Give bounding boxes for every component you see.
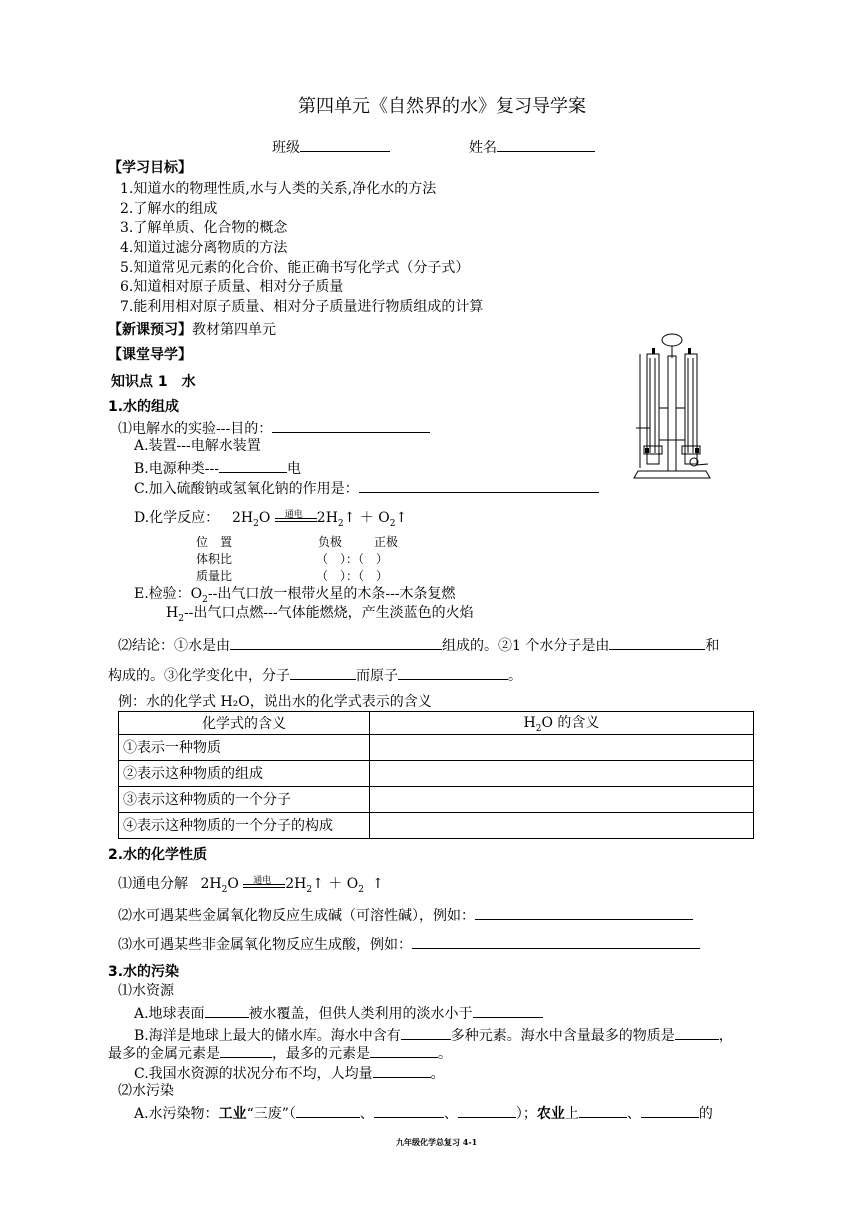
molecule-change-blank[interactable] [290,665,356,680]
volume-ratio-label: 体积比 [196,552,233,566]
section-1-heading: 1.水的组成 [108,399,180,415]
table-row [119,812,754,838]
s1-b [134,458,301,478]
negative-label: 负极 [318,535,343,549]
goal-item: 2.了解水的组成 [120,201,218,217]
eq-condition: 通电 [284,510,303,520]
table-cell: ③表示这种物质的一个分子 [119,786,370,812]
s3-b2-text3: 。 [438,1046,452,1062]
answer-cell[interactable] [370,734,754,760]
eq2-lhs-b: O [227,876,239,892]
equation-1 [232,510,407,530]
eq-rhs-b: ↑ ＋ O [343,510,390,526]
eq-rhs [316,510,408,529]
answer-cell[interactable] [370,760,754,786]
class-field [272,137,390,157]
name-blank[interactable] [497,137,595,152]
mass-ratio-label: 质量比 [196,569,233,583]
pa-b: 工业 [218,1106,247,1122]
s2-line-2 [118,905,693,925]
eq-lhs [232,510,271,529]
s3-c-text: C.我国水资源的状况分布不均，人均量 [134,1066,373,1082]
s2-line-3 [118,934,700,954]
name-label: 姓名 [469,140,497,156]
eq-lhs-sub: 2 [253,518,259,529]
table-cell: ①表示一种物质 [119,734,370,760]
concl-a: ⑵结论：①水是由 [118,638,230,654]
table-row [119,786,754,812]
table-row [119,760,754,786]
goal-item: 5.知道常见元素的化合价、能正确书写化学式（分子式） [120,260,470,276]
conclusion-line-1 [118,635,719,655]
s2-l2-text: ⑵水可遇某些金属氧化物反应生成碱（可溶性碱），例如： [118,908,475,924]
s1-c-text: C.加入硫酸钠或氢氧化钠的作用是： [134,481,359,497]
s2-l3-text: ⑶水可遇某些非金属氧化物反应生成酸，例如： [118,937,412,953]
s1-e-2 [166,605,474,625]
s3-b2-text: 最多的金属元素是 [108,1046,220,1062]
pa-c: “三废”（ [246,1106,296,1122]
s3-sub-1: ⑴水资源 [118,983,174,999]
eq-lhs-b: O [258,510,271,526]
concl-c: 和 [705,638,720,654]
freshwater-blank[interactable] [473,1003,543,1018]
answer-cell[interactable] [370,786,754,812]
s1-b-suffix: 电 [286,461,301,477]
atom-change-blank[interactable] [398,665,508,680]
section-2-heading: 2.水的化学性质 [108,847,208,863]
s3-a [134,1003,543,1023]
conclusion-line-2 [108,665,522,685]
equation-2 [200,876,384,895]
mass-ratio-blanks[interactable]: （ ）：（ ） [316,569,389,583]
concl-b: 组成的。②1 个水分子是由 [442,638,610,654]
s1-c [134,478,599,498]
elements-count-blank[interactable] [401,1025,451,1040]
table-header-cell [370,712,754,735]
eq2-rhs-a: 2H [285,876,307,892]
goal-item: 3.了解单质、化合物的概念 [120,220,288,236]
eq2-rhs-sub2: 2 [358,884,364,895]
table-cell: ②表示这种物质的组成 [119,760,370,786]
eq-lhs-a: 2H [232,510,254,526]
earth-surface-blank[interactable] [205,1003,249,1018]
pa-j: 的 [698,1106,713,1122]
class-label: 班级 [272,140,300,156]
purpose-blank[interactable] [272,418,430,433]
base-example-blank[interactable] [475,905,693,920]
s3-sub-2: ⑵水污染 [118,1083,174,1099]
most-element-blank[interactable] [370,1043,438,1058]
s3-c-text2: 。 [430,1066,445,1082]
pa-h: 上 [564,1106,579,1122]
s2-line-1 [118,876,384,896]
pa-d: 、 [359,1106,374,1122]
goal-item: 7.能利用相对原子质量、相对分子质量进行物质组成的计算 [120,299,484,315]
s3-b2-text2: ，最多的元素是 [272,1046,370,1062]
table-header-row [119,712,754,735]
th2-sub: 2 [535,723,542,734]
pa-i: 、 [626,1106,641,1122]
acid-example-blank[interactable] [412,934,700,949]
pa-a: A.水污染物： [134,1106,219,1122]
role-blank[interactable] [359,478,599,493]
s3-b [134,1025,733,1045]
s1-e-2-pre: H [166,605,179,621]
meaning-table [118,711,754,839]
waste-blank-1[interactable] [296,1103,360,1118]
s3-b-text: B.海洋是地球上最大的储水库。海水中含有 [134,1028,401,1044]
s1-a: A.装置---电解水装置 [134,438,261,454]
goal-item: 6.知道相对原子质量、相对分子质量 [120,279,344,295]
most-substance-blank[interactable] [675,1025,719,1040]
power-type-blank[interactable] [219,458,287,473]
table-cell: ④表示这种物质的一个分子的构成 [119,812,370,838]
table-row [119,734,754,760]
s1-e-1-text: --出气口放一根带火星的木条---木条复燃 [207,586,456,602]
eq2-rhs-c: ↑ [371,876,384,892]
example-line: 例：水的化学式 H₂O，说出水的化学式表示的含义 [118,694,432,710]
agri-blank-1[interactable] [579,1103,627,1118]
concl-e: 而原子 [356,668,398,684]
eq-rhs-c: ↑ [395,510,408,526]
knowledge-point-1: 知识点 1 水 [111,374,196,390]
eq2-rhs-b: ↑ ＋ O [312,876,359,892]
s1-e-1-sub: 2 [202,594,208,605]
th2-a: H [523,715,536,731]
class-blank[interactable] [300,137,390,152]
eq2-rhs-sub: 2 [306,884,313,895]
electrolysis-apparatus-image [630,328,714,488]
section-3-heading: 3.水的污染 [108,964,180,980]
goals-heading: 【学习目标】 [108,160,192,176]
s3-pollution-a [134,1103,713,1123]
agri-blank-2[interactable] [641,1103,699,1118]
pos-row-label: 位 置 [196,535,233,549]
eq-rhs-sub: 2 [337,518,344,529]
concl-d: 构成的。③化学变化中，分子 [108,668,290,684]
preview-line [108,322,276,339]
class-guide-heading: 【课堂导学】 [108,347,192,363]
s1-line-1-text: ⑴电解水的实验---目的： [118,421,273,437]
metal-element-blank[interactable] [220,1043,272,1058]
s1-e-1-pre: E.检验：O [134,586,203,602]
answer-cell[interactable] [370,812,754,838]
eq2-lhs-sub: 2 [221,884,228,895]
pa-g: 农业 [536,1106,565,1122]
s1-b-text: B.电源种类--- [134,461,219,477]
table-header-cell: 化学式的含义 [119,712,370,735]
s3-c [134,1063,445,1083]
composition-blank[interactable] [230,635,442,650]
pa-f: ）； [515,1106,537,1122]
goal-item: 1.知道水的物理性质,水与人类的关系,净化水的方法 [120,181,437,197]
preview-heading: 【新课预习】 [108,322,192,338]
page-title: 第四单元《自然界的水》复习导学案 [298,96,586,117]
s3-b-text2: 多种元素。海水中含量最多的物质是 [450,1028,675,1044]
concl-f: 。 [508,668,522,684]
s1-line-1 [118,418,430,438]
eq2-condition: 通电 [253,876,272,886]
volume-ratio-blanks[interactable]: （ ）：（ ） [316,552,389,566]
s2-l1-text: ⑴通电分解 [118,876,188,892]
pa-e: 、 [443,1106,458,1122]
s3-b-text3: ， [718,1028,733,1044]
s1-e-2-text: --出气口点燃---气体能燃烧，产生淡蓝色的火焰 [183,605,474,621]
eq-rhs-sub2: 2 [389,518,396,529]
th2-b: O 的含义 [541,715,600,731]
s3-a-text: A.地球表面 [134,1006,205,1022]
preview-text: 教材第四单元 [192,322,276,338]
page-footer: 九年级化学总复习 4-1 [396,1137,478,1147]
positive-label: 正极 [374,535,399,549]
molecule-blank[interactable] [609,635,705,650]
eq-rhs-a: 2H [316,510,338,526]
waste-blank-2[interactable] [374,1103,444,1118]
goal-item: 4.知道过滤分离物质的方法 [120,240,288,256]
s1-d-label: D.化学反应： [134,510,220,526]
name-field [469,137,595,157]
eq2-lhs-a: 2H [200,876,222,892]
s3-b2 [108,1043,452,1063]
per-capita-blank[interactable] [373,1063,431,1078]
waste-blank-3[interactable] [458,1103,516,1118]
s1-e-2-sub: 2 [178,613,184,624]
s1-e-1 [134,586,456,606]
s3-a-text2: 被水覆盖，但供人类利用的淡水小于 [248,1006,473,1022]
